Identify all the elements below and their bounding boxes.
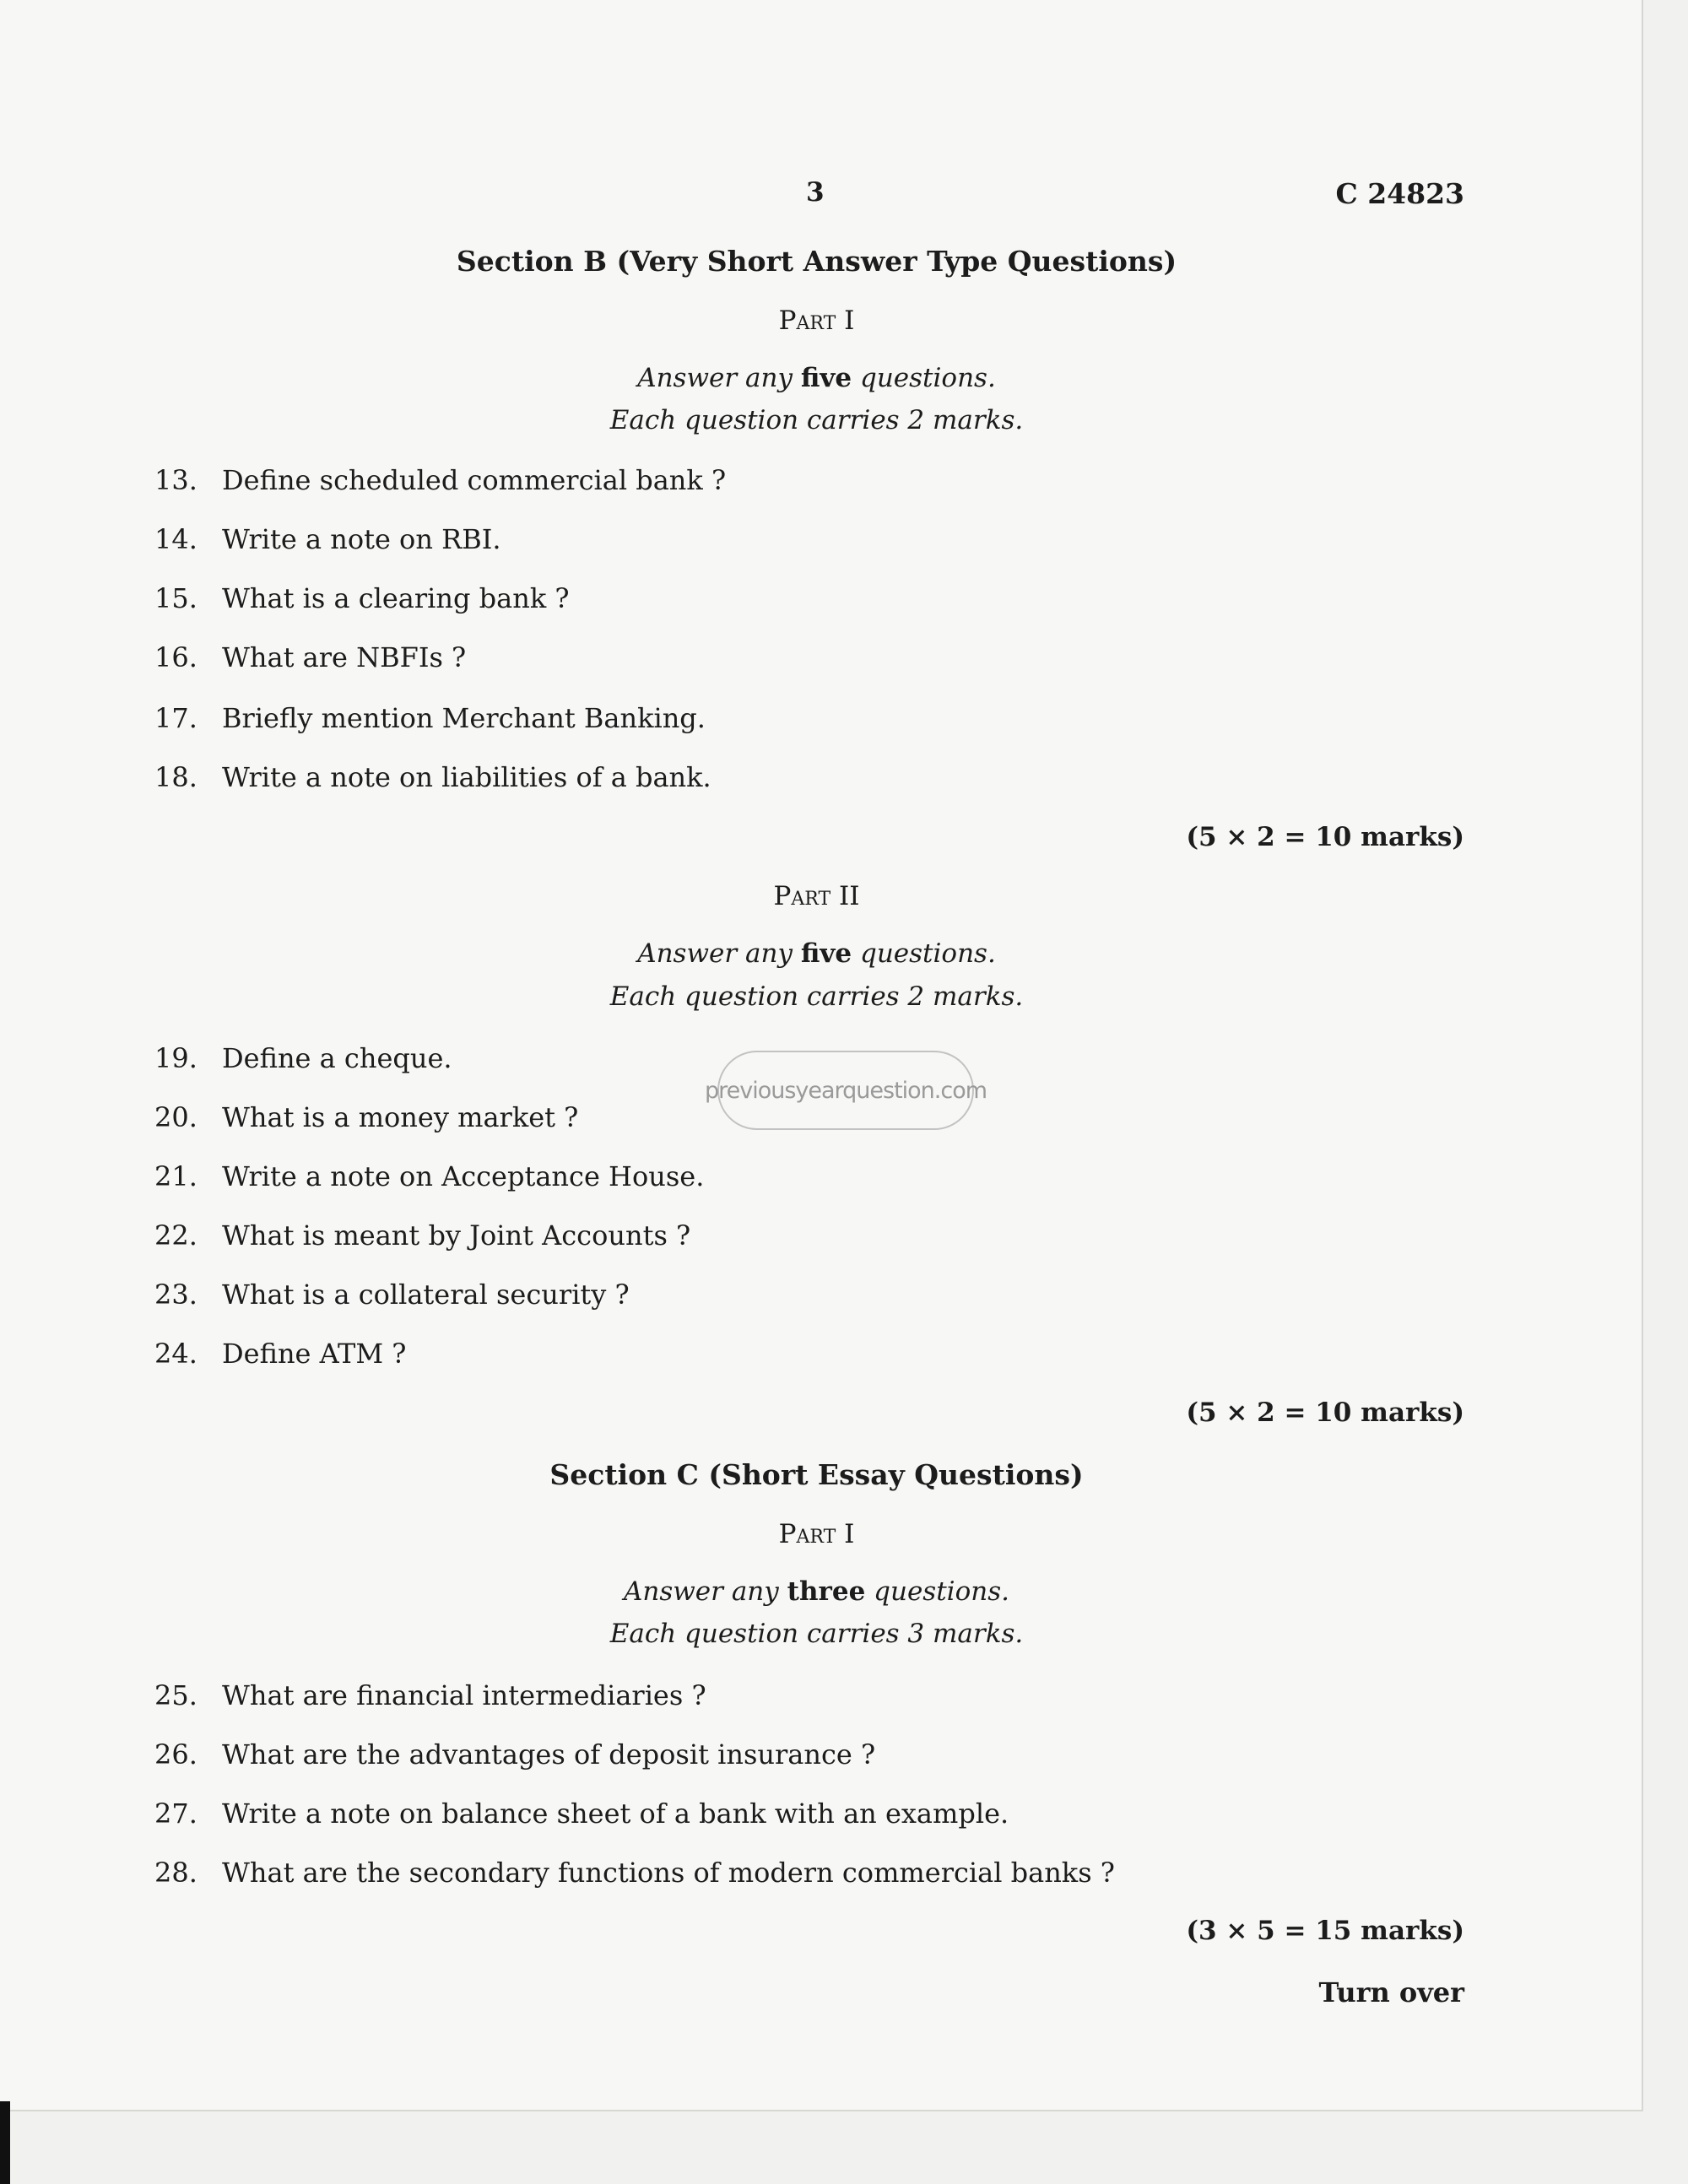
section-b-part2-label: Part II [773, 881, 860, 911]
question-18: 18. Write a note on liabilities of a bank. [154, 761, 711, 793]
section-b-part1-carries: Each question carries 2 marks. [609, 405, 1024, 435]
section-b-part2-marks: (5 × 2 = 10 marks) [1186, 1397, 1464, 1428]
question-26: 26. What are the advantages of deposit insurance ? [154, 1738, 876, 1770]
question-19: 19. Define a cheque. [154, 1042, 452, 1074]
question-28: 28. What are the secondary functions of modern commercial banks ? [154, 1857, 1115, 1889]
section-b-part1-label: Part I [778, 305, 855, 336]
watermark-stamp: previousyearquestion.com [717, 1051, 974, 1130]
section-c-title: Section C (Short Essay Questions) [549, 1458, 1084, 1491]
question-25: 25. What are financial intermediaries ? [154, 1679, 706, 1711]
question-17: 17. Briefly mention Merchant Banking. [154, 702, 706, 734]
question-23: 23. What is a collateral security ? [154, 1279, 630, 1311]
section-c-part1-label: Part I [778, 1519, 855, 1549]
paper-code: C 24823 [1335, 177, 1464, 210]
question-13: 13. Define scheduled commercial bank ? [154, 464, 727, 496]
section-c-part1-instruction: Answer any three questions. [624, 1576, 1009, 1607]
question-21: 21. Write a note on Acceptance House. [154, 1160, 705, 1192]
section-b-part2-instruction: Answer any five questions. [637, 938, 996, 969]
section-b-part1-marks: (5 × 2 = 10 marks) [1186, 822, 1464, 852]
page-number: 3 [806, 177, 825, 208]
section-c-part1-carries: Each question carries 3 marks. [609, 1619, 1024, 1649]
question-27: 27. Write a note on balance sheet of a bank with an example. [154, 1797, 1009, 1830]
question-22: 22. What is meant by Joint Accounts ? [154, 1219, 691, 1251]
question-20: 20. What is a money market ? [154, 1101, 579, 1133]
scan-edge-mark [0, 2101, 10, 2184]
section-b-title: Section B (Very Short Answer Type Questions) [456, 245, 1177, 278]
section-c-part1-marks: (3 × 5 = 15 marks) [1186, 1916, 1464, 1946]
section-b-part2-carries: Each question carries 2 marks. [609, 981, 1024, 1012]
section-b-part1-instruction: Answer any five questions. [637, 363, 996, 393]
question-14: 14. Write a note on RBI. [154, 523, 501, 555]
question-15: 15. What is a clearing bank ? [154, 582, 570, 614]
question-16: 16. What are NBFIs ? [154, 641, 467, 673]
turn-over-label: Turn over [1318, 1976, 1464, 2008]
question-24: 24. Define ATM ? [154, 1338, 407, 1370]
